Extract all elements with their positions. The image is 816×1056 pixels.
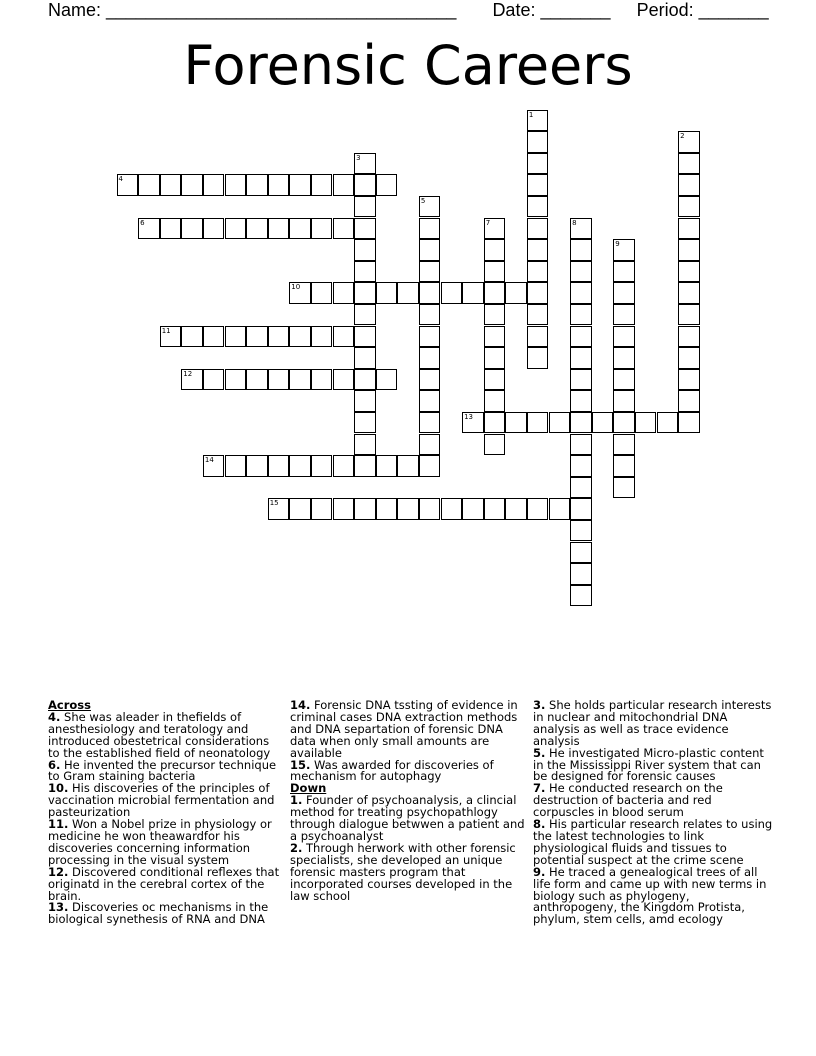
grid-cell[interactable] bbox=[570, 434, 592, 456]
grid-cell[interactable] bbox=[613, 282, 635, 304]
clue-number-label: 1 bbox=[528, 110, 534, 119]
grid-cell[interactable] bbox=[311, 455, 333, 477]
grid-cell[interactable] bbox=[484, 239, 506, 261]
grid-cell[interactable] bbox=[376, 498, 398, 520]
grid-cell[interactable] bbox=[505, 498, 527, 520]
grid-cell[interactable] bbox=[203, 218, 225, 240]
clues-column-1 bbox=[48, 700, 284, 926]
grid-cell[interactable] bbox=[333, 498, 355, 520]
clue-number-label: 2 bbox=[680, 132, 685, 141]
clue-number-label: 11 bbox=[161, 326, 171, 335]
clue-number-label: 7 bbox=[485, 218, 491, 227]
grid-cell[interactable] bbox=[333, 369, 355, 391]
grid-cell[interactable] bbox=[354, 347, 376, 369]
grid-cell[interactable] bbox=[225, 326, 247, 348]
grid-cell[interactable] bbox=[419, 412, 441, 434]
clues-column-2 bbox=[290, 700, 526, 902]
grid-cell[interactable] bbox=[138, 174, 160, 196]
clue-number-label: 12 bbox=[183, 369, 193, 378]
grid-cell[interactable] bbox=[419, 498, 441, 520]
grid-cell[interactable] bbox=[203, 174, 225, 196]
grid-cell[interactable] bbox=[289, 455, 311, 477]
grid-cell[interactable] bbox=[268, 326, 290, 348]
grid-cell[interactable] bbox=[570, 261, 592, 283]
clue-down-8: 8. His particular research relates to using the latest technologies to link physiological fluids and tissues to potential suspect at the crime scene bbox=[533, 817, 773, 867]
grid-cell[interactable] bbox=[333, 455, 355, 477]
grid-cell[interactable] bbox=[613, 434, 635, 456]
grid-cell[interactable] bbox=[311, 326, 333, 348]
clue-down-9: 9. He traced a genealogical trees of all life form and came up with new terms in biology such as phylogeny, anthropogeny, the Kingdom Protista, phylum, stem cells, amd ecology bbox=[533, 864, 767, 927]
grid-cell[interactable] bbox=[311, 218, 333, 240]
grid-cell[interactable] bbox=[225, 174, 247, 196]
grid-cell[interactable] bbox=[419, 239, 441, 261]
grid-cell[interactable] bbox=[354, 174, 376, 196]
grid-cell[interactable] bbox=[333, 218, 355, 240]
grid-cell[interactable] bbox=[289, 218, 311, 240]
grid-cell[interactable] bbox=[570, 563, 592, 585]
grid-cell[interactable] bbox=[376, 455, 398, 477]
grid-cell[interactable] bbox=[354, 261, 376, 283]
name-field[interactable]: Name: ___________________________________ bbox=[48, 0, 457, 20]
grid-cell[interactable] bbox=[289, 174, 311, 196]
grid-cell[interactable] bbox=[419, 369, 441, 391]
grid-cell[interactable] bbox=[462, 498, 484, 520]
grid-cell[interactable] bbox=[354, 390, 376, 412]
grid-cell[interactable] bbox=[333, 282, 355, 304]
grid-cell[interactable] bbox=[419, 282, 441, 304]
grid-cell[interactable] bbox=[678, 282, 700, 304]
grid-cell[interactable] bbox=[678, 153, 700, 175]
grid-cell[interactable] bbox=[354, 369, 376, 391]
grid-cell[interactable] bbox=[635, 412, 657, 434]
grid-cell[interactable] bbox=[419, 261, 441, 283]
grid-cell[interactable] bbox=[333, 326, 355, 348]
grid-cell[interactable] bbox=[354, 326, 376, 348]
grid-cell[interactable] bbox=[613, 261, 635, 283]
grid-cell[interactable] bbox=[311, 498, 333, 520]
clue-across-10: 10. His discoveries of the principles of vaccination microbial fermentation and pasteurization bbox=[48, 781, 275, 820]
grid-cell[interactable] bbox=[484, 347, 506, 369]
grid-cell[interactable] bbox=[268, 218, 290, 240]
grid-cell[interactable] bbox=[678, 369, 700, 391]
clue-down-3: 3. She holds particular research interests in nuclear and mitochondrial DNA analysis as well as trace evidence analysis bbox=[533, 698, 772, 748]
grid-cell[interactable] bbox=[570, 498, 592, 520]
grid-cell[interactable] bbox=[570, 347, 592, 369]
clue-down-7: 7. He conducted research on the destruction of bacteria and red corpuscles in blood serum bbox=[533, 781, 723, 820]
grid-cell[interactable] bbox=[354, 434, 376, 456]
grid-cell[interactable] bbox=[203, 326, 225, 348]
clue-down-5: 5. He investigated Micro-plastic content in the Mississippi River system that can be designed for forensic causes bbox=[533, 745, 764, 784]
grid-cell[interactable] bbox=[678, 174, 700, 196]
grid-cell[interactable] bbox=[613, 347, 635, 369]
grid-cell[interactable] bbox=[246, 218, 268, 240]
clues-column-3 bbox=[533, 700, 773, 926]
grid-cell[interactable] bbox=[419, 455, 441, 477]
grid-cell[interactable] bbox=[484, 434, 506, 456]
grid-cell[interactable] bbox=[527, 412, 549, 434]
grid-cell[interactable] bbox=[225, 455, 247, 477]
period-field[interactable]: Period: _______ bbox=[636, 0, 769, 20]
grid-cell[interactable] bbox=[333, 174, 355, 196]
grid-cell[interactable] bbox=[203, 369, 225, 391]
grid-cell[interactable] bbox=[527, 347, 549, 369]
grid-cell[interactable] bbox=[570, 542, 592, 564]
grid-cell[interactable] bbox=[527, 174, 549, 196]
grid-cell[interactable] bbox=[527, 304, 549, 326]
grid-cell[interactable] bbox=[613, 412, 635, 434]
clue-number-label: 3 bbox=[356, 153, 361, 162]
clue-across-12: 12. Discovered conditional reflexes that originatd in the cerebral cortex of the brain. bbox=[48, 864, 280, 903]
grid-cell[interactable] bbox=[570, 326, 592, 348]
grid-cell[interactable] bbox=[268, 369, 290, 391]
clue-across-11: 11. Won a Nobel prize in physiology or medicine he won theawardfor his discoveries concerning information processing in the visual system bbox=[48, 817, 272, 867]
grid-cell[interactable] bbox=[484, 304, 506, 326]
grid-cell[interactable] bbox=[354, 282, 376, 304]
grid-cell[interactable] bbox=[527, 196, 549, 218]
grid-cell[interactable] bbox=[441, 498, 463, 520]
grid-cell[interactable] bbox=[678, 390, 700, 412]
clue-number-label: 8 bbox=[572, 218, 577, 227]
clue-number-label: 9 bbox=[615, 240, 620, 249]
grid-cell[interactable] bbox=[505, 412, 527, 434]
clue-across-13: 13. Discoveries oc mechanisms in the biological synethesis of RNA and DNA bbox=[48, 900, 269, 927]
grid-cell[interactable] bbox=[527, 131, 549, 153]
grid-cell[interactable] bbox=[397, 455, 419, 477]
down-heading: Down bbox=[290, 781, 327, 796]
grid-cell[interactable] bbox=[592, 412, 614, 434]
clue-down-2: 2. Through herwork with other forensic specialists, she developed an unique forensic masters program that incorporated courses developed in the law school bbox=[290, 840, 516, 903]
grid-cell[interactable] bbox=[289, 326, 311, 348]
grid-cell[interactable] bbox=[462, 282, 484, 304]
grid-cell[interactable] bbox=[678, 412, 700, 434]
grid-cell[interactable] bbox=[527, 498, 549, 520]
grid-cell[interactable] bbox=[289, 369, 311, 391]
grid-cell[interactable] bbox=[678, 239, 700, 261]
grid-cell[interactable] bbox=[160, 174, 182, 196]
grid-cell[interactable] bbox=[289, 498, 311, 520]
grid-cell[interactable] bbox=[484, 390, 506, 412]
grid-cell[interactable] bbox=[354, 455, 376, 477]
grid-cell[interactable] bbox=[397, 498, 419, 520]
clue-across-6: 6. He invented the precursor technique to Gram staining bacteria bbox=[48, 757, 277, 784]
clue-down-1: 1. Founder of psychoanalysis, a clincial method for treating psychopathlogy through dialogue betwwen a patient and a psychoanalyst bbox=[290, 793, 525, 843]
grid-cell[interactable] bbox=[376, 282, 398, 304]
grid-cell[interactable] bbox=[613, 326, 635, 348]
grid-cell[interactable] bbox=[419, 326, 441, 348]
grid-cell[interactable] bbox=[376, 369, 398, 391]
grid-cell[interactable] bbox=[484, 498, 506, 520]
grid-cell[interactable] bbox=[570, 369, 592, 391]
grid-cell[interactable] bbox=[225, 369, 247, 391]
grid-cell[interactable] bbox=[311, 282, 333, 304]
clue-number-label: 14 bbox=[204, 456, 214, 465]
grid-cell[interactable] bbox=[246, 174, 268, 196]
grid-cell[interactable] bbox=[570, 390, 592, 412]
clue-number-label: 13 bbox=[464, 412, 474, 421]
grid-cell[interactable] bbox=[678, 196, 700, 218]
grid-cell[interactable] bbox=[678, 218, 700, 240]
grid-cell[interactable] bbox=[613, 304, 635, 326]
grid-cell[interactable] bbox=[527, 326, 549, 348]
grid-cell[interactable] bbox=[613, 369, 635, 391]
grid-cell[interactable] bbox=[527, 218, 549, 240]
grid-cell[interactable] bbox=[570, 282, 592, 304]
grid-cell[interactable] bbox=[570, 477, 592, 499]
grid-cell[interactable] bbox=[160, 218, 182, 240]
grid-cell[interactable] bbox=[678, 261, 700, 283]
grid-cell[interactable] bbox=[225, 218, 247, 240]
grid-cell[interactable] bbox=[570, 520, 592, 542]
grid-cell[interactable] bbox=[311, 369, 333, 391]
grid-cell[interactable] bbox=[419, 218, 441, 240]
grid-cell[interactable] bbox=[311, 174, 333, 196]
grid-cell[interactable] bbox=[419, 347, 441, 369]
grid-cell[interactable] bbox=[419, 434, 441, 456]
grid-cell[interactable] bbox=[484, 369, 506, 391]
clue-number-label: 5 bbox=[420, 196, 426, 205]
grid-cell[interactable] bbox=[484, 412, 506, 434]
clue-number-label: 4 bbox=[118, 175, 123, 184]
grid-cell[interactable] bbox=[570, 412, 592, 434]
grid-cell[interactable] bbox=[354, 412, 376, 434]
grid-cell[interactable] bbox=[441, 282, 463, 304]
grid-cell[interactable] bbox=[246, 326, 268, 348]
grid-cell[interactable] bbox=[570, 304, 592, 326]
grid-cell[interactable] bbox=[181, 326, 203, 348]
grid-cell[interactable] bbox=[613, 455, 635, 477]
grid-cell[interactable] bbox=[268, 455, 290, 477]
grid-cell[interactable] bbox=[484, 326, 506, 348]
grid-cell[interactable] bbox=[570, 455, 592, 477]
grid-cell[interactable] bbox=[181, 218, 203, 240]
grid-cell[interactable] bbox=[527, 282, 549, 304]
grid-cell[interactable] bbox=[246, 369, 268, 391]
across-heading: Across bbox=[48, 698, 91, 712]
grid-cell[interactable] bbox=[354, 239, 376, 261]
grid-cell[interactable] bbox=[613, 390, 635, 412]
clue-number-label: 15 bbox=[269, 499, 279, 508]
clue-across-4: 4. She was aleader in thefields of anesthesiology and teratology and introduced obestetrical considerations to the established field of neonatology bbox=[48, 709, 271, 760]
clue-across-14: 14. Forensic DNA tssting of evidence in criminal cases DNA extraction methods and DNA separtation of forensic DNA data when only small amounts are available bbox=[290, 698, 518, 760]
date-field[interactable]: Date: _______ bbox=[492, 0, 611, 20]
grid-cell[interactable] bbox=[354, 304, 376, 326]
grid-cell[interactable] bbox=[613, 477, 635, 499]
grid-cell[interactable] bbox=[484, 282, 506, 304]
grid-cell[interactable] bbox=[570, 585, 592, 607]
grid-cell[interactable] bbox=[678, 326, 700, 348]
grid-cell[interactable] bbox=[246, 455, 268, 477]
grid-cell[interactable] bbox=[678, 304, 700, 326]
grid-cell[interactable] bbox=[505, 282, 527, 304]
grid-cell[interactable] bbox=[419, 304, 441, 326]
clue-across-15: 15. Was awarded for discoveries of mechanism for autophagy bbox=[290, 757, 494, 784]
grid-cell[interactable] bbox=[527, 239, 549, 261]
grid-cell[interactable] bbox=[397, 282, 419, 304]
clue-number-label: 6 bbox=[140, 218, 145, 227]
grid-cell[interactable] bbox=[527, 261, 549, 283]
grid-cell[interactable] bbox=[549, 412, 571, 434]
grid-cell[interactable] bbox=[527, 153, 549, 175]
grid-cell[interactable] bbox=[549, 498, 571, 520]
grid-cell[interactable] bbox=[570, 239, 592, 261]
grid-cell[interactable] bbox=[268, 174, 290, 196]
grid-cell[interactable] bbox=[354, 498, 376, 520]
grid-cell[interactable] bbox=[181, 174, 203, 196]
grid-cell[interactable] bbox=[484, 261, 506, 283]
page-title: Forensic Careers bbox=[183, 34, 633, 97]
grid-cell[interactable] bbox=[678, 347, 700, 369]
clue-number-label: 10 bbox=[291, 283, 301, 292]
grid-cell[interactable] bbox=[354, 218, 376, 240]
grid-cell[interactable] bbox=[376, 174, 398, 196]
grid-cell[interactable] bbox=[419, 390, 441, 412]
grid-cell[interactable] bbox=[354, 196, 376, 218]
grid-cell[interactable] bbox=[657, 412, 679, 434]
